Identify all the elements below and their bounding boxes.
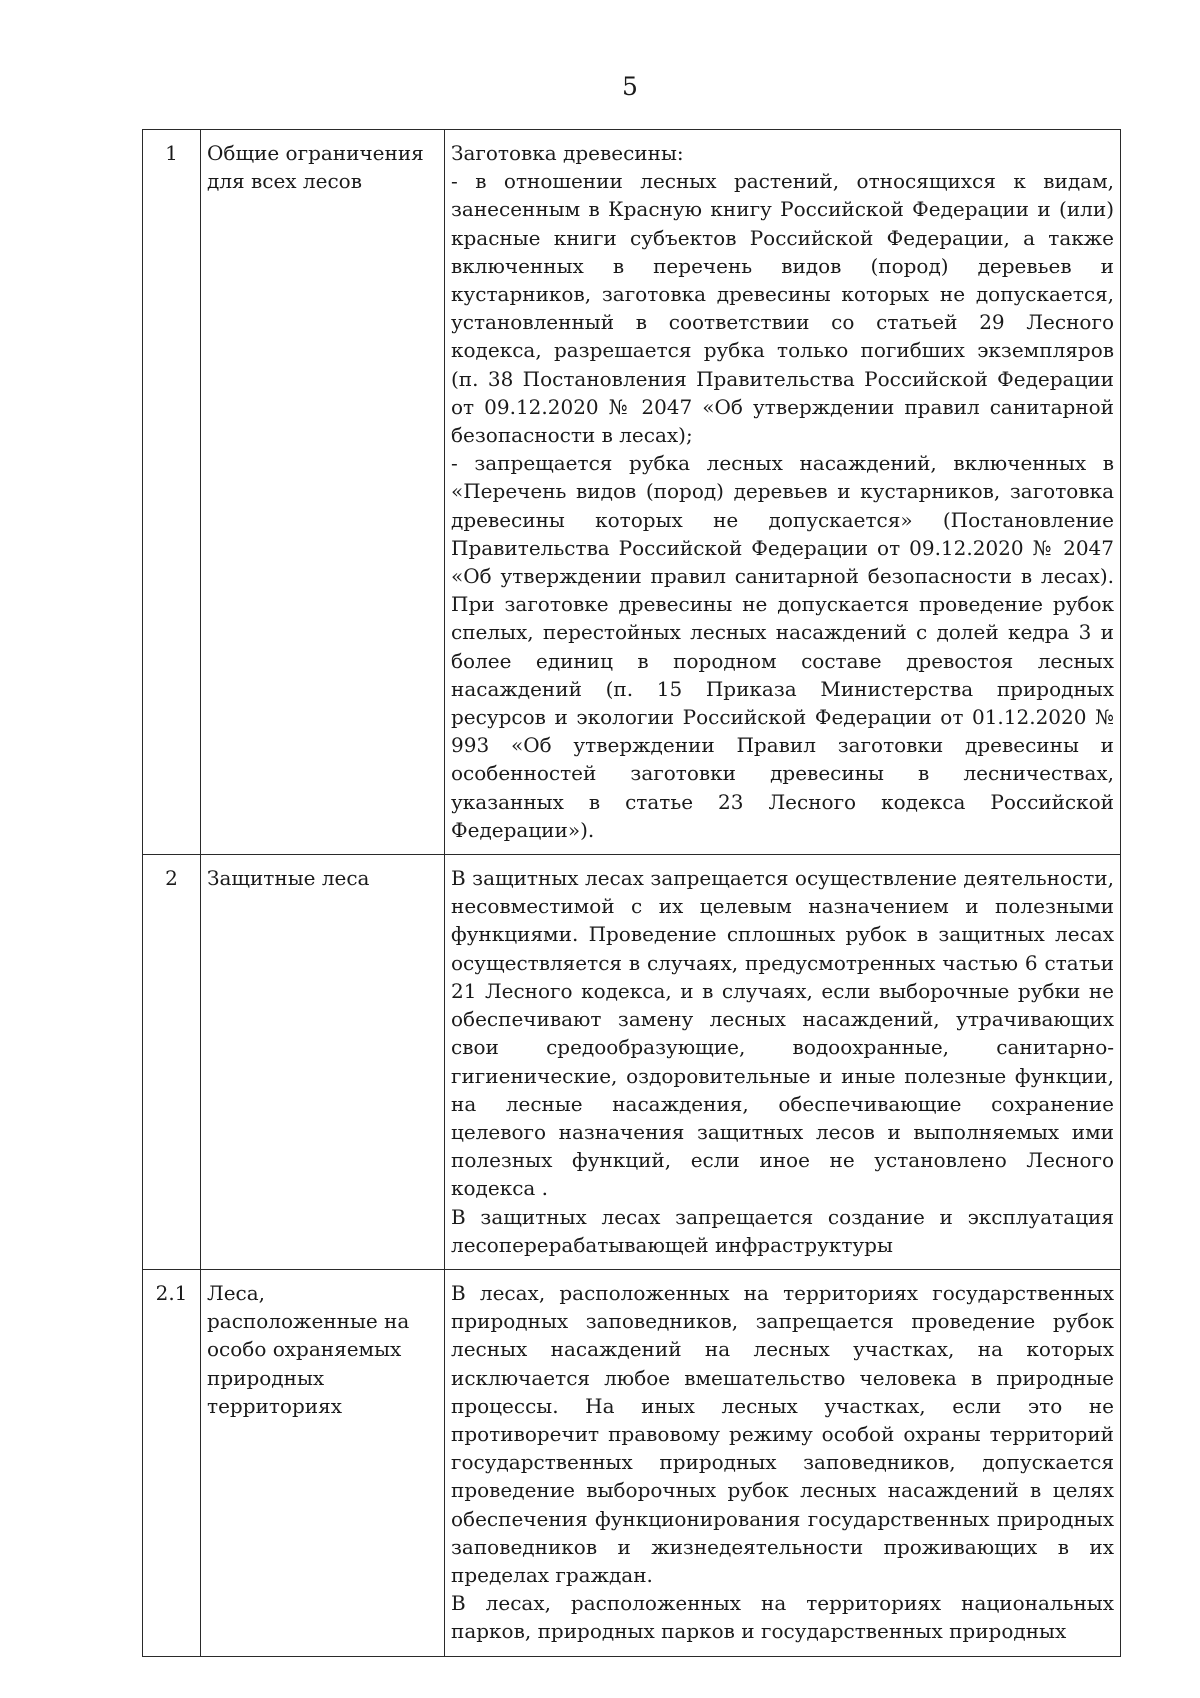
row-number: 1 xyxy=(143,130,201,855)
table-row xyxy=(143,1269,1121,1656)
row-number: 2.1 xyxy=(143,1269,201,1656)
forest-category: Общие ограничения для всех лесов xyxy=(201,130,445,855)
table-row xyxy=(143,130,1121,855)
row-number: 2 xyxy=(143,855,201,1270)
restrictions-table xyxy=(142,129,1121,1657)
paragraph: - запрещается рубка лесных насаждений, включенных в «Перечень видов (пород) деревьев и кустарников, заготовка древесины которых не допускается» (Постановление Правительства Российской Федерации от 09.12.2020 № 2047 «Об утверждении правил санитарной безопасности в лесах). При заготовке древесины не допускается проведение рубок спелых, перестойных лесных насаждений с долей кедра 3 и более единиц в породном составе древостоя лесных насаждений (п. 15 Приказа Министерства природных ресурсов и экологии Российской Федерации от 01.12.2020 № 993 «Об утверждении Правил заготовки древесины и особенностей заготовки древесины в лесничествах, указанных в статье 23 Лесного кодекса Российской Федерации»). xyxy=(451,451,1114,842)
restriction-text xyxy=(445,1269,1121,1656)
restriction-text xyxy=(445,855,1121,1270)
restriction-text xyxy=(445,130,1121,855)
paragraph: В защитных лесах запрещается создание и эксплуатация лесоперерабатывающей инфраструктуры xyxy=(451,1204,1114,1257)
page-number: 5 xyxy=(622,72,638,101)
paragraph: В защитных лесах запрещается осуществление деятельности, несовместимой с их целевым назначением и полезными функциями. Проведение сплошных рубок в защитных лесах осуществляется в случаях, предусмотренных частью 6 статьи 21 Лесного кодекса, и в случаях, если выборочные рубки не обеспечивают замену лесных насаждений, утрачивающих свои средообразующие, водоохранные, санитарно-гигиенические, оздоровительные и иные полезные функции, на лесные насаждения, обеспечивающие сохранение целевого назначения защитных лесов и выполняемых ими полезных функций, если иное не установлено Лесного кодекса . xyxy=(451,866,1114,1201)
paragraph: - в отношении лесных растений, относящихся к видам, занесенным в Красную книгу Российской Федерации и (или) красные книги субъектов Российской Федерации, а также включенных в перечень видов (пород) деревьев и кустарников, заготовка древесины которых не допускается, установленный в соответствии со статьей 29 Лесного кодекса, разрешается рубка только погибших экземпляров (п. 38 Постановления Правительства Российской Федерации от 09.12.2020 № 2047 «Об утверждении правил санитарной безопасности в лесах); xyxy=(451,169,1114,448)
table-row xyxy=(143,855,1121,1270)
forest-category: Защитные леса xyxy=(201,855,445,1270)
paragraph: Заготовка древесины: xyxy=(451,141,684,165)
paragraph: В лесах, расположенных на территориях национальных парков, природных парков и государственных природных xyxy=(451,1591,1114,1644)
paragraph: В лесах, расположенных на территориях государственных природных заповедников, запрещается проведение рубок лесных насаждений на лесных участках, на которых исключается любое вмешательство человека в природные процессы. На иных лесных участках, если это не противоречит правовому режиму особой охраны территорий государственных природных заповедников, допускается проведение выборочных рубок лесных насаждений в целях обеспечения функционирования государственных природных заповедников и жизнедеятельности проживающих в их пределах граждан. xyxy=(451,1280,1114,1587)
forest-category: Леса, расположенные на особо охраняемых природных территориях xyxy=(201,1269,445,1656)
